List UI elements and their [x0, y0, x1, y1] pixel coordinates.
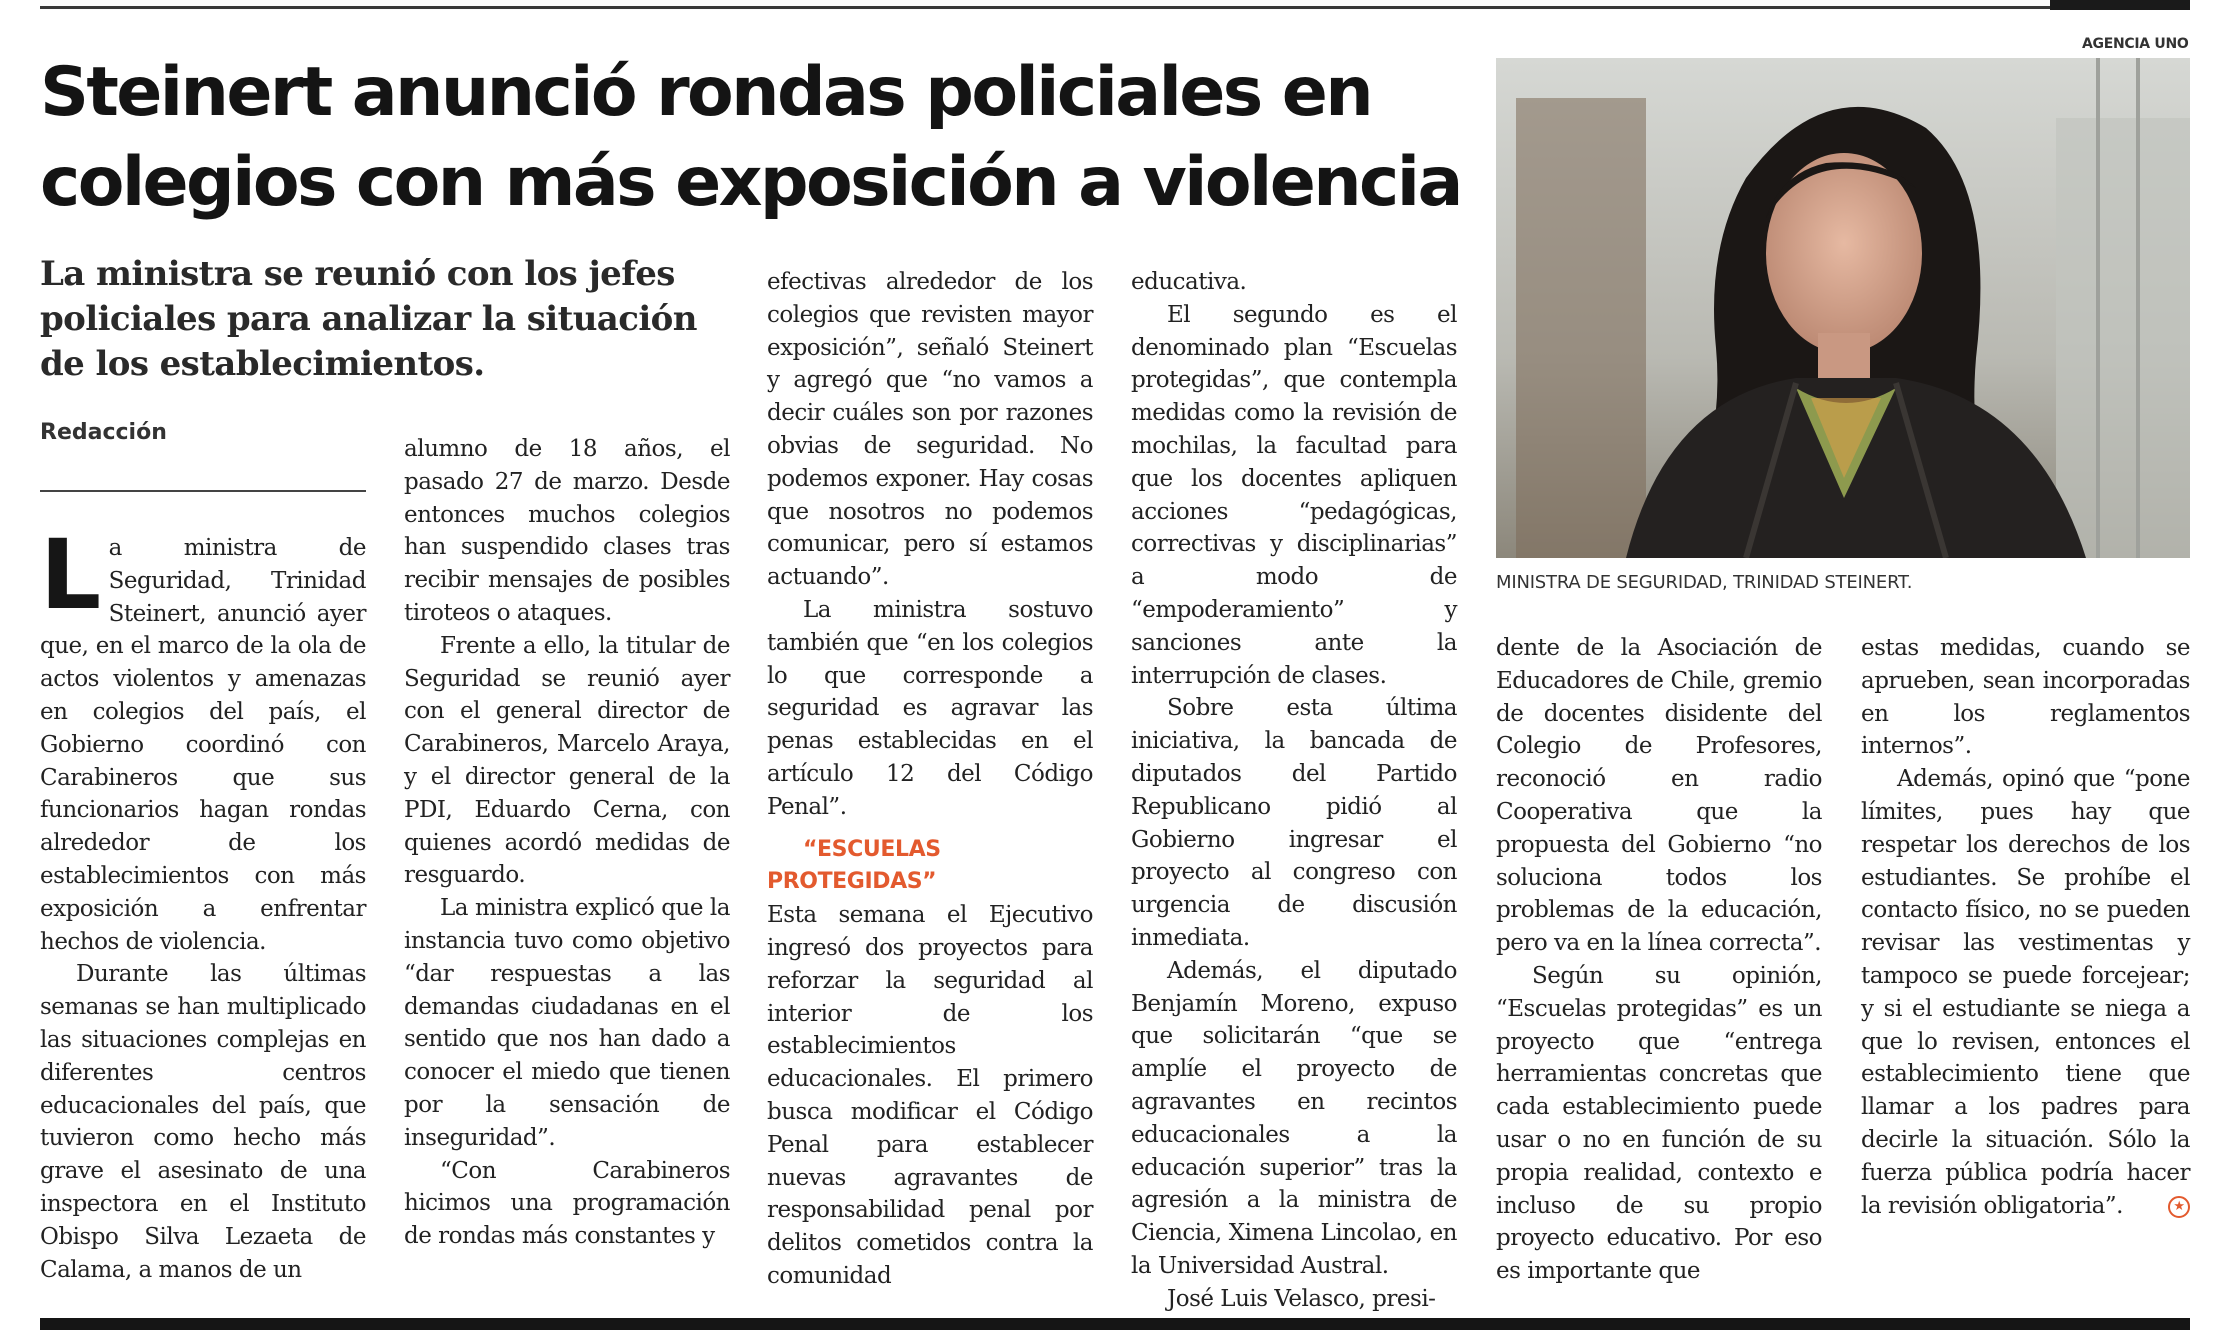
paragraph: [1861, 763, 2190, 1222]
paragraph-text: Además, opinó que “pone límites, pues hay que respetar los derechos de los estudiantes. Se prohíbe el contacto físico, no se pueden revisar las vestimentas y tampoco se puede forcejear; y si el estudiante se niega a que lo revisen, entonces el establecimiento tiene que llamar a los padres para decirle la situación. Sólo la fuerza pública podría hacer la revisión obligatoria”.: [1861, 766, 2190, 1219]
paragraph: El segundo es el denominado plan “Escuelas protegidas”, que contempla medidas como la revisión de mochilas, la facultad para que los docentes apliquen acciones “pedagógicas, correctivas y disciplinarias” a modo de “empoderamiento” y sanciones ante la interrupción de clases.: [1131, 301, 1457, 689]
bottom-rule: [40, 1318, 2190, 1330]
paragraph: Sobre esta última iniciativa, la bancada de diputados del Partido Republicano pidió al Gobierno ingresar el proyecto al congreso con urgencia de discusión inmediata.: [1131, 695, 1457, 951]
deck: La ministra se reunió con los jefes policiales para analizar la situación de los establecimientos.: [40, 254, 697, 384]
paragraph: La ministra explicó que la instancia tuvo como objetivo “dar respuestas a las demandas ciudadanas en el sentido que nos han dado a conocer el miedo que tienen por la sensación de inseguridad”.: [404, 895, 730, 1151]
portrait-illustration: [1496, 58, 2190, 558]
photo-minister: [1496, 58, 2190, 558]
paragraph: José Luis Velasco, presi-: [1167, 1285, 1436, 1312]
paragraph: [40, 519, 366, 958]
byline: Redacción: [40, 420, 167, 445]
column-1: [40, 519, 366, 1286]
column-6: [1861, 632, 2190, 1222]
paragraph: educativa.: [1131, 269, 1247, 295]
paragraph: Frente a ello, la titular de Seguridad se reunió ayer con el general director de Carabineros, Marcelo Araya, y el director general de la PDI, Eduardo Cerna, con quienes acordó medidas de resguardo.: [404, 632, 730, 889]
column-5: [1496, 632, 1822, 1288]
paragraph: estas medidas, cuando se aprueben, sean incorporadas en los reglamentos internos”.: [1861, 635, 2190, 760]
column-4: [1131, 266, 1457, 1316]
paragraph: efectivas alrededor de los colegios que revisten mayor exposición”, señaló Steinert y agregó que “no vamos a decir cuáles son por razones obvias de seguridad. No podemos exponer. Hay cosas que nosotros no podemos comunicar, pero sí estamos actuando”.: [767, 269, 1093, 591]
paragraph: dente de la Asociación de Educadores de Chile, gremio de docentes disidente del Colegio de Profesores, reconoció en radio Cooperativa que la propuesta del Gobierno “no soluciona todos los problemas de la educación, pero va en la línea correcta”.: [1496, 635, 1822, 957]
column-2: [404, 433, 730, 1253]
photo-credit: AGENCIA UNO: [2082, 36, 2189, 52]
subhead: “ESCUELAS PROTEGIDAS”: [767, 836, 941, 895]
paragraph-text: a ministra de Seguridad, Trinidad Steinert, anunció ayer que, en el marco de la ola de actos violentos y amenazas en colegios del país, el Gobierno coordinó con Carabineros que sus funcionarios hagan rondas alrededor de los establecimientos con más exposición a enfrentar hechos de violencia.: [40, 535, 366, 955]
headline: Steinert anunció rondas policiales en colegios con más exposición a violencia: [40, 53, 1461, 222]
paragraph: “Con Carabineros hicimos una programación de rondas más constantes y: [404, 1157, 730, 1250]
photo-caption: MINISTRA DE SEGURIDAD, TRINIDAD STEINERT.: [1496, 572, 1913, 593]
paragraph: Esta semana el Ejecutivo ingresó dos proyectos para reforzar la seguridad al interior de los establecimientos educacionales. El primero busca modificar el Código Penal para establecer nuevas agravantes de responsabilidad penal por delitos cometidos contra la comunidad: [767, 902, 1093, 1289]
dropcap: L: [40, 519, 101, 631]
end-of-article-icon: ★: [2168, 1196, 2190, 1218]
top-rule: [40, 6, 2190, 9]
paragraph: Durante las últimas semanas se han multiplicado las situaciones complejas en diferentes centros educacionales del país, que tuvieron como hecho más grave el asesinato de una inspectora en el Instituto Obispo Silva Lezaeta de Calama, a manos de un: [40, 961, 366, 1283]
paragraph: La ministra sostuvo también que “en los colegios lo que corresponde a seguridad es agravar las penas establecidas en el artículo 12 del Código Penal”.: [767, 596, 1093, 820]
paragraph: alumno de 18 años, el pasado 27 de marzo. Desde entonces muchos colegios han suspendido clases tras recibir mensajes de posibles tiroteos o ataques.: [404, 436, 730, 626]
byline-rule: [40, 490, 366, 492]
paragraph: Además, el diputado Benjamín Moreno, expuso que solicitarán “que se amplíe el proyecto de agravantes en recintos educacionales a la educación superior” tras la agresión a la ministra de Ciencia, Ximena Lincolao, en la Universidad Austral.: [1131, 957, 1457, 1279]
column-3: [767, 266, 1093, 1293]
top-rule-block: [2050, 0, 2190, 10]
paragraph: Según su opinión, “Escuelas protegidas” es un proyecto que “entrega herramientas concretas que cada establecimiento puede usar o no en función de su propia realidad, contexto e incluso de su propio proyecto educativo. Por eso es importante que: [1496, 962, 1822, 1285]
